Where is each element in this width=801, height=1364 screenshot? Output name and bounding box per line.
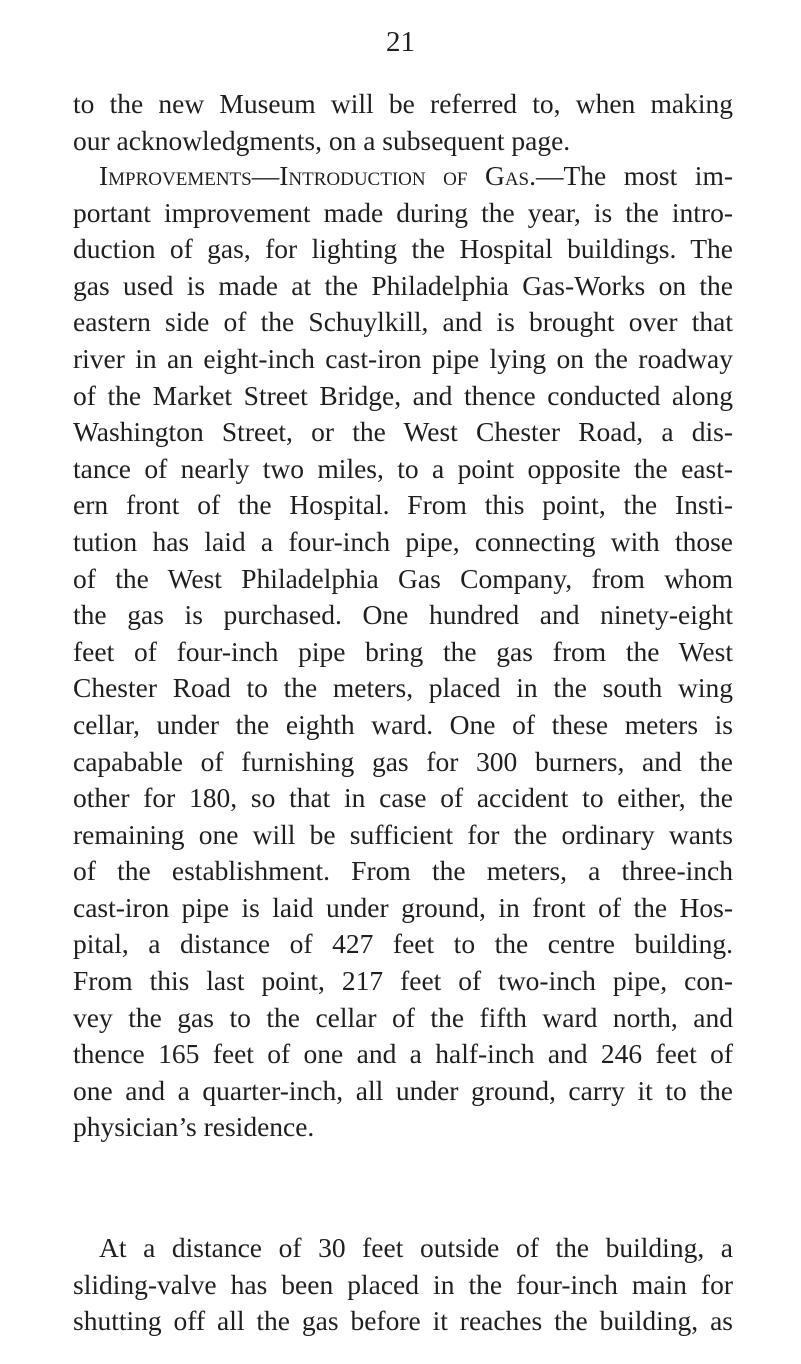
text-line: sliding-valve has been placed in the four-inch main for [73, 1268, 733, 1300]
paragraph-first-line [73, 158, 733, 195]
text-line: portant improvement made during the year, is the intro- [73, 196, 733, 228]
text-line: one and a quarter-inch, all under ground, carry it to the [73, 1074, 733, 1106]
text-line: shutting off all the gas before it reaches the building, as [73, 1305, 733, 1337]
paragraph-museum-continuation [73, 86, 733, 159]
text-line: other for 180, so that in case of accident to either, the [73, 782, 733, 814]
text-line: vey the gas to the cellar of the fifth ward north, and [73, 1001, 733, 1033]
text-line: river in an eight-inch cast-iron pipe lying on the roadway [73, 342, 733, 374]
text-line: feet of four-inch pipe bring the gas from the West [73, 635, 733, 667]
text-line: tance of nearly two miles, to a point opposite the east- [73, 452, 733, 484]
section-heading: Improvements—Introduction of Gas. [99, 160, 536, 191]
text-line: From this last point, 217 feet of two-inch pipe, con- [73, 965, 733, 997]
text-line: remaining one will be sufficient for the ordinary wants [73, 818, 733, 850]
paragraph-sliding-valve [73, 1230, 733, 1340]
text-line-rest: —The most im- [536, 160, 733, 191]
text-line: of the West Philadelphia Gas Company, from whom [73, 562, 733, 594]
text-line: cast-iron pipe is laid under ground, in front of the Hos- [73, 891, 733, 923]
text-line: Washington Street, or the West Chester Road, a dis- [73, 416, 733, 448]
text-line: eastern side of the Schuylkill, and is brought over that [73, 306, 733, 338]
text-line: cellar, under the eighth ward. One of these meters is [73, 708, 733, 740]
page-number: 21 [386, 26, 415, 58]
text-line: pital, a distance of 427 feet to the centre building. [73, 928, 733, 960]
text-line: Chester Road to the meters, placed in the south wing [73, 672, 733, 704]
text-line: tution has laid a four-inch pipe, connecting with those [73, 525, 733, 557]
text-line: capabable of furnishing gas for 300 burners, and the [73, 745, 733, 777]
text-line: of the establishment. From the meters, a three-inch [73, 855, 733, 887]
text-line: duction of gas, for lighting the Hospital buildings. The [73, 233, 733, 265]
text-line: thence 165 feet of one and a half-inch and 246 feet of [73, 1038, 733, 1070]
text-line: physician’s residence. [73, 1111, 315, 1143]
text-line: to the new Museum will be referred to, when making [73, 88, 733, 119]
paragraph-introduction-of-gas [73, 158, 733, 1146]
text-line: the gas is purchased. One hundred and ninety-eight [73, 599, 733, 631]
text-line: gas used is made at the Philadelphia Gas-Works on the [73, 269, 733, 301]
text-line: our acknowledgments, on a subsequent page. [73, 124, 571, 156]
text-line: ern front of the Hospital. From this point, the Insti- [73, 489, 733, 521]
text-line: At a distance of 30 feet outside of the building, a [99, 1232, 733, 1263]
text-line: of the Market Street Bridge, and thence conducted along [73, 379, 733, 411]
